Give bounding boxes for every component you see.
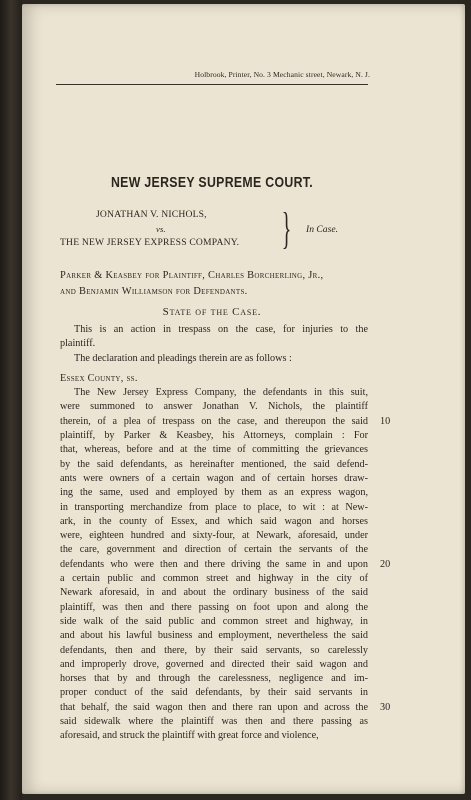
intro-line-2: plaintiff. [60,338,96,350]
document-page [22,4,465,794]
declaration-line: that, whereas, before and at the time of committing the grievances [60,444,368,456]
book-spine [0,0,22,800]
declaration-line: and improperly drove, governed and directed their said wagon and [60,658,368,670]
declaration-line: and about his lawful business and employment, nevertheless the said [60,630,368,642]
declaration-line: ing the same, used and employed by them as an express wagon, [60,487,368,499]
plaintiff-name: JONATHAN V. NICHOLS, [96,209,207,220]
counsel-block [60,268,368,300]
section-heading: State of the Case. [162,306,262,318]
declaration-line: The New Jersey Express Company, the defendants in this suit, [74,387,368,399]
counsel-line-2: and Benjamin Williamson for Defendants. [60,286,248,297]
document-body [60,323,391,744]
printer-imprint: Holbrook, Printer, No. 3 Mechanic street, Newark, N. J. [194,70,370,79]
margin-line-number: 30 [380,701,391,713]
declaration-line: horses that by and through the carelessness, negligence and im- [60,673,368,685]
counsel-line-1: Parker & Keasbey for Plaintiff, Charles Borcherling, Jr., [60,270,324,281]
declaration-line: Newark aforesaid, in and about the ordinary business of the said [60,587,368,599]
declaration-line: a certain public and common street and highway in the city of [60,573,368,585]
declaration-line: therein, of a plea of trespass on the case, and thereupon the said [60,415,368,427]
declaration-line: ants were owners of a certain wagon and of certain horses draw- [60,472,368,484]
declaration-line: aforesaid, and struck the plaintiff with great force and violence, [60,730,319,742]
venue-line: Essex County, ss. [60,372,138,384]
declaration-line: the care, government and direction of certain the servants of the [60,544,368,556]
versus-label: vs. [156,224,166,234]
declaration-line: plaintiff, by Parker & Keasbey, his Attorneys, complain : For [60,430,368,442]
action-type: In Case. [306,224,338,235]
declaration-line: defendants, then and there, by their said servants, so carelessly [60,644,368,656]
declaration-line: ark, in the county of Essex, and which said wagon and horses [60,515,368,527]
declaration-line: plaintiff, was then and there passing on foot upon and along the [60,601,368,613]
declaration-line: were summoned to answer Jonathan V. Nichols, the plaintiff [60,401,368,413]
declaration-line: in transporting merchandize from place to place, to wit : at New- [60,501,368,513]
header-rule [56,84,368,85]
declaration-line: by the said defendants, as hereinafter mentioned, the said defend- [60,458,368,470]
defendant-name: THE NEW JERSEY EXPRESS COMPANY. [60,237,240,248]
court-title: NEW JERSEY SUPREME COURT. [110,174,314,191]
intro-line-1: This is an action in trespass on the case, for injuries to the [74,324,368,335]
intro-line-3: The declaration and pleadings therein are as follows : [74,352,292,364]
declaration-line: said sidewalk where the plaintiff was then and there passing as [60,716,368,728]
declaration-line: side walk of the said public and common street and highway, in [60,615,368,627]
margin-line-number: 10 [380,415,391,427]
margin-line-number: 20 [380,558,391,570]
declaration-line: were, eighteen hundred and sixty-four, at Newark, aforesaid, under [60,530,368,542]
declaration-text [60,386,391,743]
caption-brace: } [281,204,292,253]
declaration-line: proper conduct of the said defendants, by their said servants in [60,687,368,699]
declaration-line: that behalf, the said wagon then and there ran upon and across the [60,701,368,713]
declaration-line: defendants who were then and there driving the same in and upon [60,558,368,570]
